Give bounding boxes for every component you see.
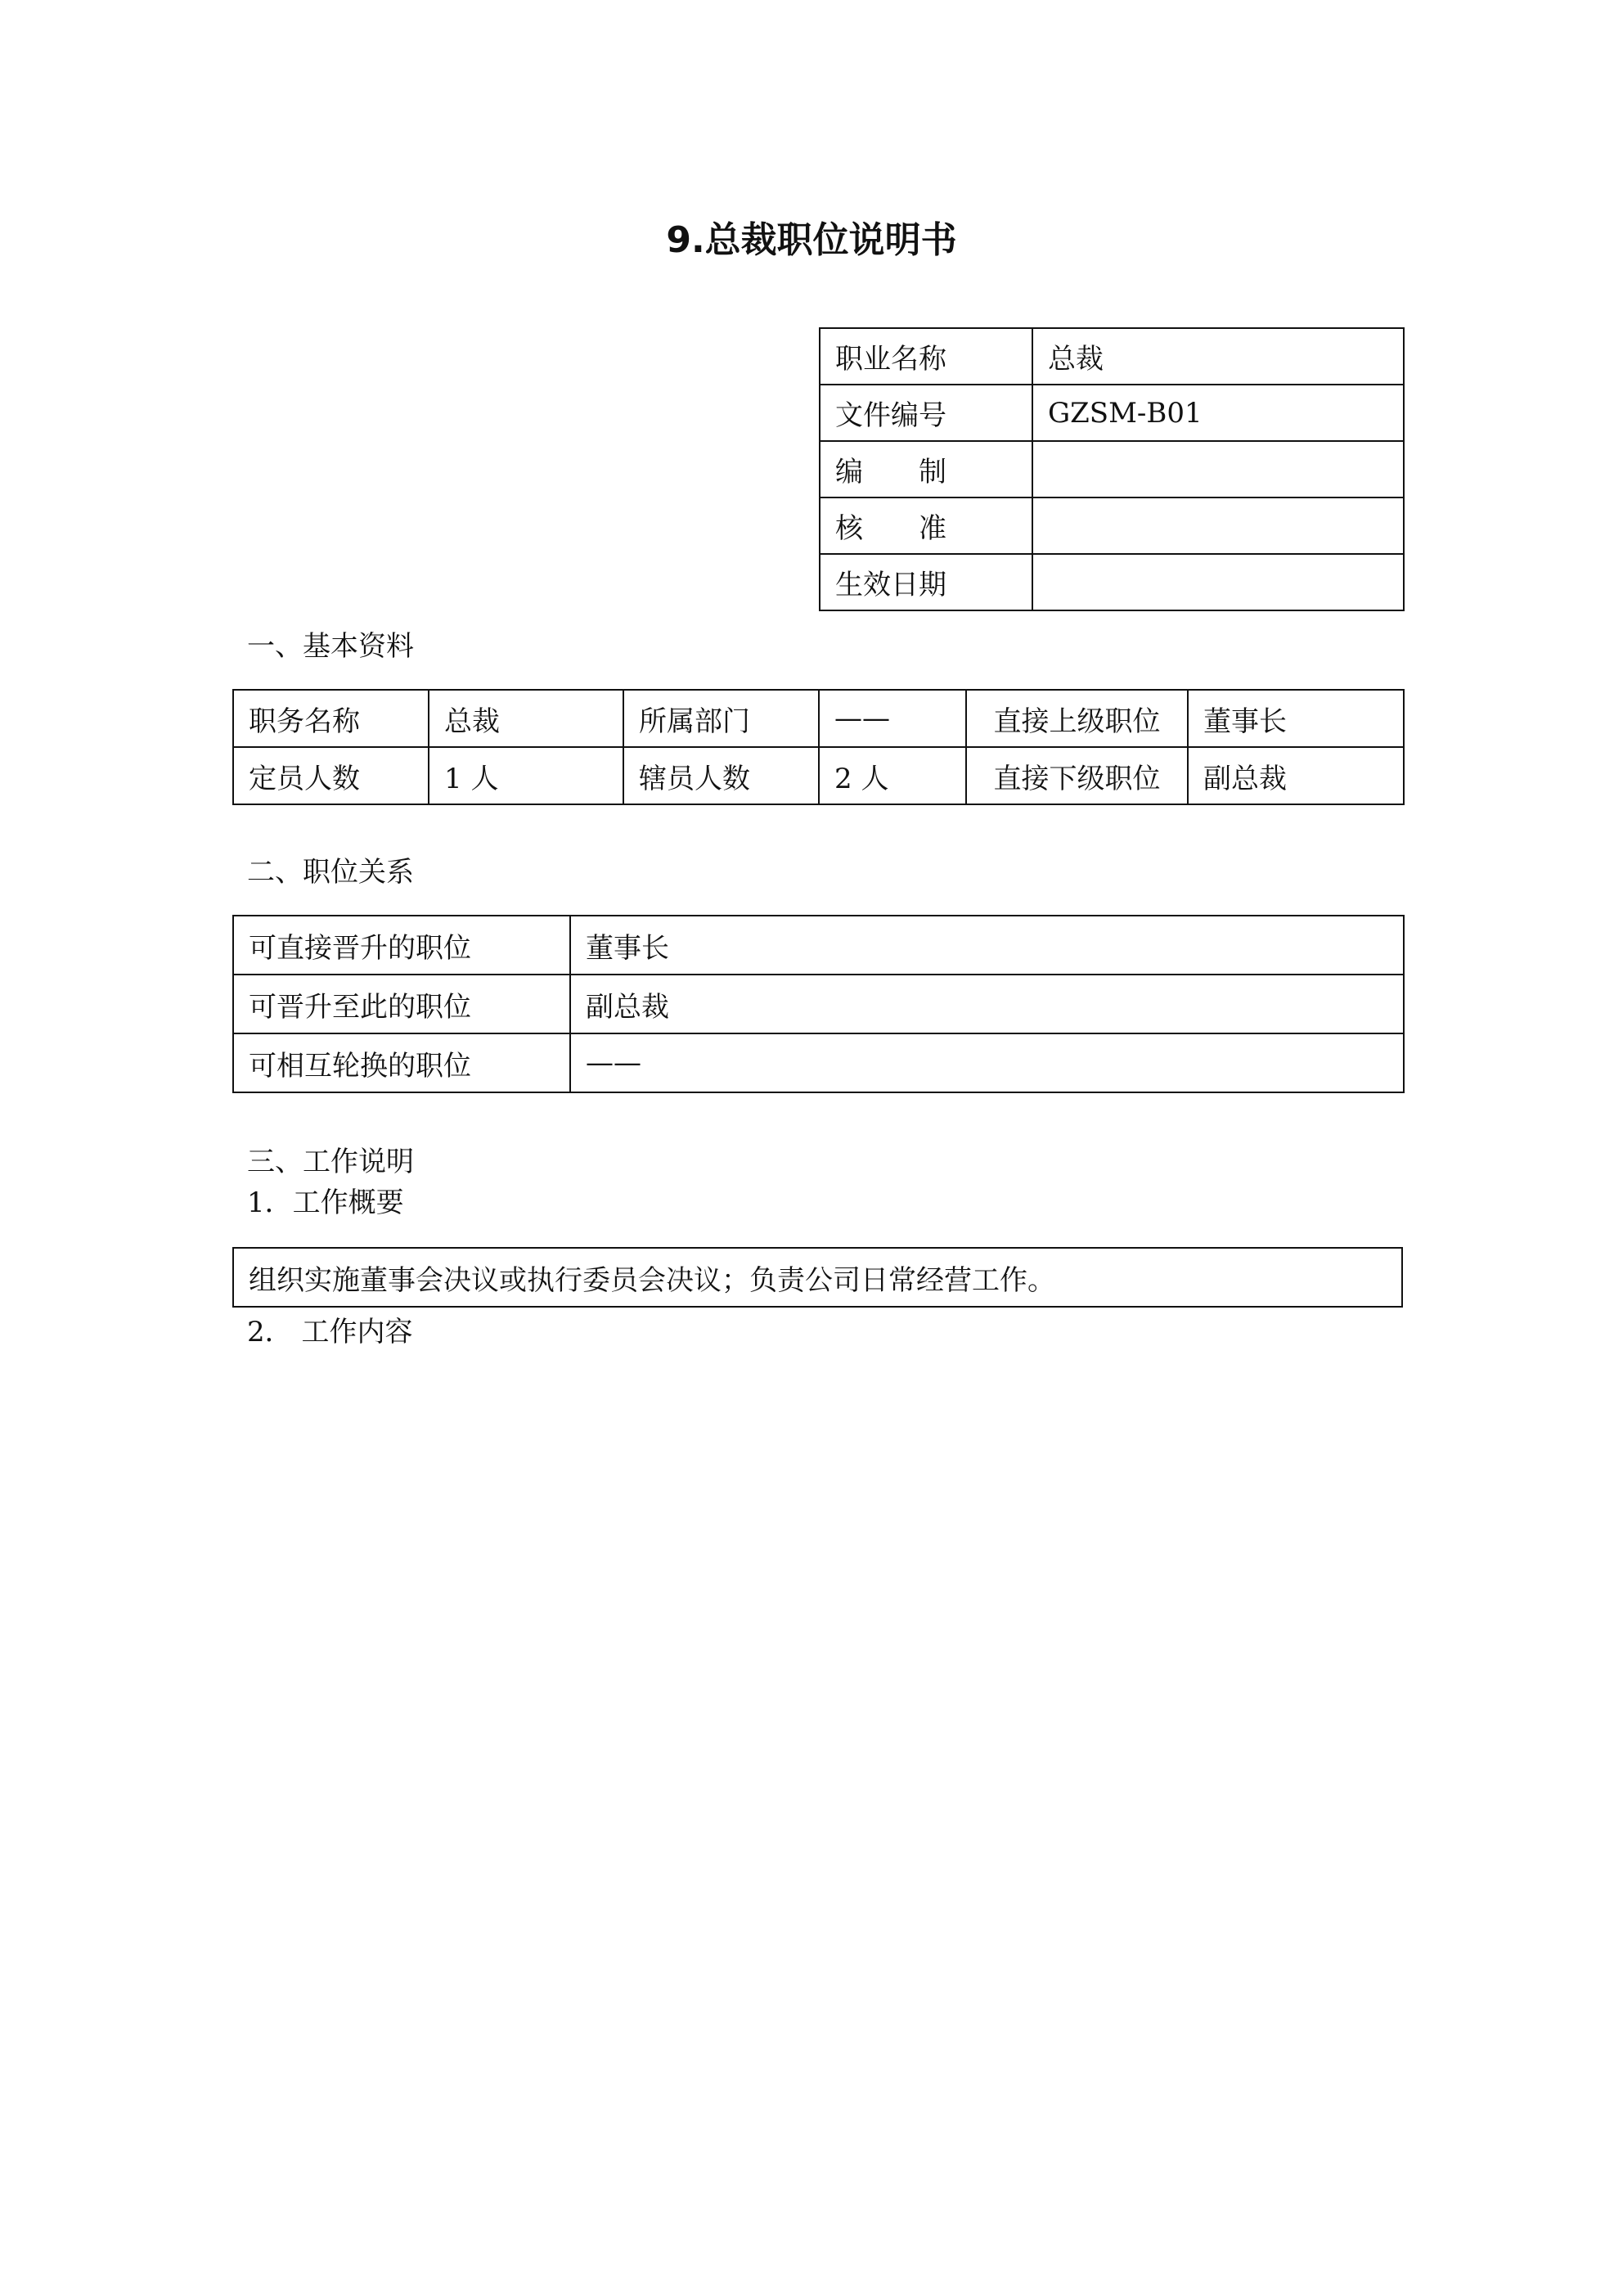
table-row [233,1033,1404,1092]
basic-info-value: 董事长 [1188,690,1404,747]
doc-info-value: 总裁 [1032,328,1404,385]
basic-info-value: 2 人 [819,747,966,804]
relation-value: —— [570,1033,1404,1092]
doc-info-label-cell [820,441,1032,497]
doc-info-label: 职业名称 [820,328,1032,385]
table-row [233,975,1404,1033]
doc-info-label: 文件编号 [820,385,1032,441]
doc-info-value [1032,441,1404,497]
relation-label: 可晋升至此的职位 [233,975,570,1033]
basic-info-value: 总裁 [429,690,623,747]
work-summary-text: 组织实施董事会决议或执行委员会决议；负责公司日常经营工作。 [233,1248,1402,1307]
doc-info-label-part: 准 [919,512,946,545]
basic-info-value: —— [819,690,966,747]
subsection-heading-content: 2． 工作内容 [247,1316,413,1348]
doc-info-label: 生效日期 [820,554,1032,610]
position-relations-table [232,915,1405,1093]
basic-info-table [232,689,1405,805]
table-row [820,441,1404,497]
doc-info-label-cell [820,497,1032,554]
basic-info-label: 所属部门 [623,690,819,747]
basic-info-value: 副总裁 [1188,747,1404,804]
table-row [233,1248,1402,1307]
work-summary-table [232,1247,1403,1308]
relation-value: 董事长 [570,916,1404,975]
basic-info-label: 职务名称 [233,690,429,747]
basic-info-value: 1 人 [429,747,623,804]
section-heading-basic: 一、基本资料 [247,630,414,663]
doc-info-label [835,506,946,546]
doc-info-label-part: 核 [835,512,863,545]
relation-value: 副总裁 [570,975,1404,1033]
doc-info-label-part: 制 [919,456,946,488]
table-row [233,916,1404,975]
doc-info-value [1032,497,1404,554]
table-row [233,690,1404,747]
page-title: 9.总裁职位说明书 [666,219,957,261]
table-row [820,497,1404,554]
doc-info-value [1032,554,1404,610]
table-row [820,554,1404,610]
relation-label: 可相互轮换的职位 [233,1033,570,1092]
document-info-table [819,327,1405,611]
doc-info-value: GZSM-B01 [1032,385,1404,441]
doc-info-label [835,449,946,489]
basic-info-label: 直接上级职位 [966,690,1188,747]
section-heading-work: 三、工作说明 [247,1146,414,1178]
table-row [233,747,1404,804]
table-row [820,385,1404,441]
relation-label: 可直接晋升的职位 [233,916,570,975]
section-heading-relations: 二、职位关系 [247,856,414,889]
basic-info-label: 直接下级职位 [966,747,1188,804]
subsection-heading-summary: 1．工作概要 [247,1186,404,1219]
doc-info-label-part: 编 [835,456,863,488]
basic-info-label: 定员人数 [233,747,429,804]
basic-info-label: 辖员人数 [623,747,819,804]
table-row [820,328,1404,385]
